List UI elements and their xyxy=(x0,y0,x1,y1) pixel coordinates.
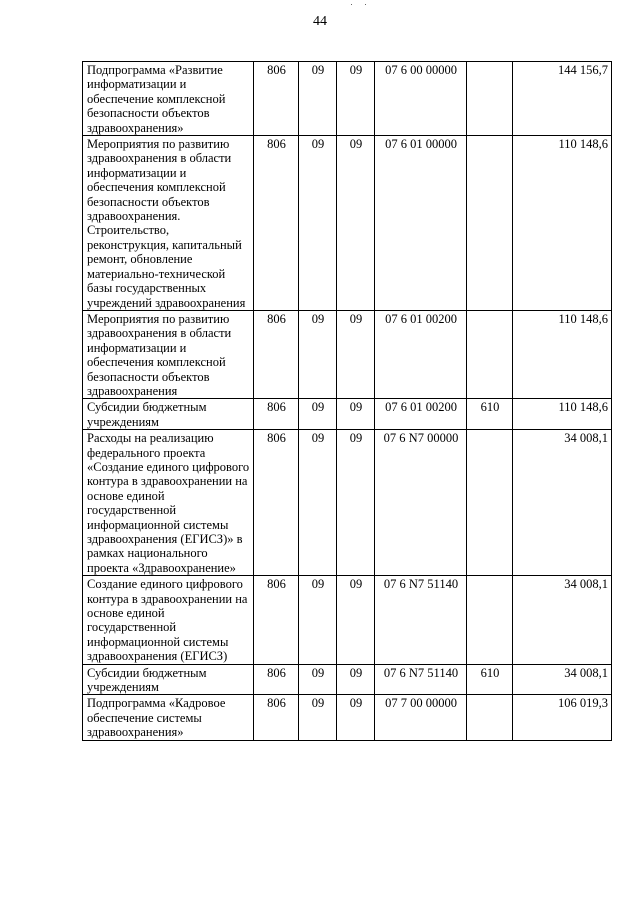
expense-type-cell xyxy=(467,576,513,664)
section-code-cell: 09 xyxy=(299,310,337,398)
target-article-cell: 07 6 01 00200 xyxy=(375,399,467,430)
expense-type-cell xyxy=(467,695,513,740)
expense-type-cell: 610 xyxy=(467,399,513,430)
budget-table xyxy=(82,61,612,741)
subsection-code-cell: 09 xyxy=(337,664,375,695)
grbs-code-cell: 806 xyxy=(254,62,299,136)
subsection-code-cell: 09 xyxy=(337,576,375,664)
item-name-cell: Мероприятия по развитию здравоохранения в области информатизации и обеспечения комплексной безопасности объектов здравоохранения. Строительство, реконструкция, капитальный ремонт, обновление материально-технической базы государственных учреждений здравоохранения xyxy=(83,136,254,311)
page-number: 44 xyxy=(313,14,327,29)
grbs-code-cell: 806 xyxy=(254,136,299,311)
expense-type-cell xyxy=(467,430,513,576)
expense-type-cell xyxy=(467,310,513,398)
table-row xyxy=(83,136,612,311)
amount-cell: 34 008,1 xyxy=(513,664,612,695)
grbs-code-cell: 806 xyxy=(254,430,299,576)
expense-type-cell xyxy=(467,62,513,136)
table-row xyxy=(83,310,612,398)
table-row xyxy=(83,576,612,664)
item-name-cell: Расходы на реализацию федерального проекта «Создание единого цифрового контура в здравоохранении на основе единой государственной информационной системы здравоохранения (ЕГИСЗ)» в рамках национального проекта «Здравоохранение» xyxy=(83,430,254,576)
section-code-cell: 09 xyxy=(299,576,337,664)
amount-cell: 106 019,3 xyxy=(513,695,612,740)
table-row xyxy=(83,695,612,740)
section-code-cell: 09 xyxy=(299,695,337,740)
target-article-cell: 07 7 00 00000 xyxy=(375,695,467,740)
expense-type-cell: 610 xyxy=(467,664,513,695)
grbs-code-cell: 806 xyxy=(254,576,299,664)
subsection-code-cell: 09 xyxy=(337,695,375,740)
item-name-cell: Подпрограмма «Развитие информатизации и обеспечение комплексной безопасности объектов здравоохранения» xyxy=(83,62,254,136)
amount-cell: 144 156,7 xyxy=(513,62,612,136)
grbs-code-cell: 806 xyxy=(254,399,299,430)
target-article-cell: 07 6 N7 51140 xyxy=(375,664,467,695)
subsection-code-cell: 09 xyxy=(337,62,375,136)
table-row xyxy=(83,62,612,136)
subsection-code-cell: 09 xyxy=(337,430,375,576)
grbs-code-cell: 806 xyxy=(254,310,299,398)
item-name-cell: Создание единого цифрового контура в здравоохранении на основе единой государственной информационной системы здравоохранения (ЕГИСЗ) xyxy=(83,576,254,664)
subsection-code-cell: 09 xyxy=(337,310,375,398)
amount-cell: 110 148,6 xyxy=(513,136,612,311)
amount-cell: 110 148,6 xyxy=(513,310,612,398)
grbs-code-cell: 806 xyxy=(254,664,299,695)
item-name-cell: Субсидии бюджетным учреждениям xyxy=(83,399,254,430)
target-article-cell: 07 6 N7 00000 xyxy=(375,430,467,576)
amount-cell: 34 008,1 xyxy=(513,430,612,576)
section-code-cell: 09 xyxy=(299,136,337,311)
section-code-cell: 09 xyxy=(299,430,337,576)
item-name-cell: Подпрограмма «Кадровое обеспечение системы здравоохранения» xyxy=(83,695,254,740)
table-row xyxy=(83,399,612,430)
scan-artifact xyxy=(351,4,352,5)
amount-cell: 34 008,1 xyxy=(513,576,612,664)
subsection-code-cell: 09 xyxy=(337,136,375,311)
expense-type-cell xyxy=(467,136,513,311)
target-article-cell: 07 6 01 00200 xyxy=(375,310,467,398)
target-article-cell: 07 6 N7 51140 xyxy=(375,576,467,664)
item-name-cell: Субсидии бюджетным учреждениям xyxy=(83,664,254,695)
table-row xyxy=(83,664,612,695)
grbs-code-cell: 806 xyxy=(254,695,299,740)
target-article-cell: 07 6 00 00000 xyxy=(375,62,467,136)
subsection-code-cell: 09 xyxy=(337,399,375,430)
table-row xyxy=(83,430,612,576)
scan-artifact xyxy=(365,4,366,5)
section-code-cell: 09 xyxy=(299,664,337,695)
section-code-cell: 09 xyxy=(299,399,337,430)
item-name-cell: Мероприятия по развитию здравоохранения в области информатизации и обеспечения комплексной безопасности объектов здравоохранения xyxy=(83,310,254,398)
target-article-cell: 07 6 01 00000 xyxy=(375,136,467,311)
amount-cell: 110 148,6 xyxy=(513,399,612,430)
section-code-cell: 09 xyxy=(299,62,337,136)
